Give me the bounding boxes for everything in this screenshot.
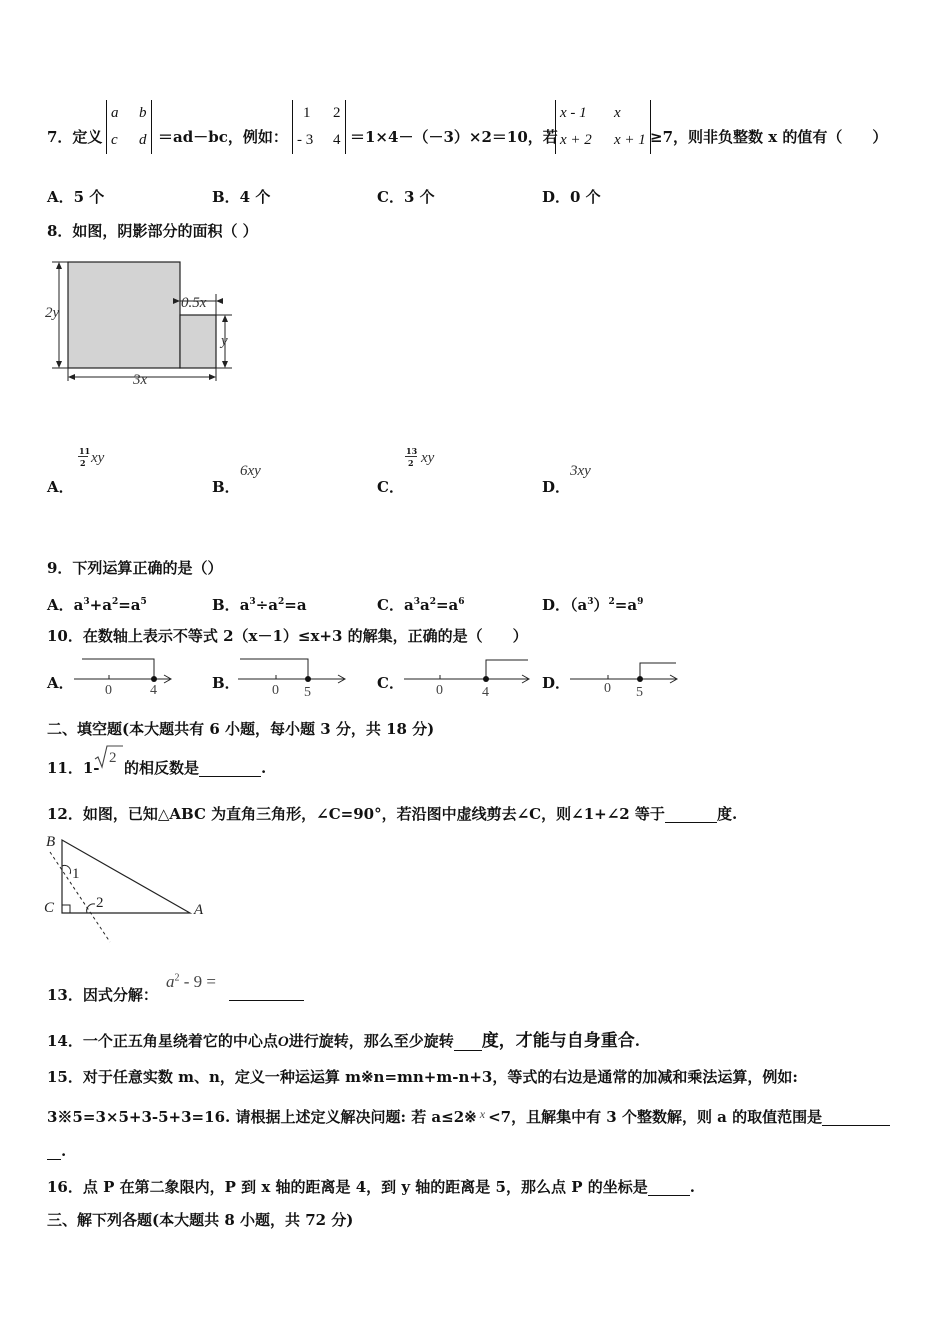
q9-a-base1: a [73, 596, 84, 614]
q9-d-exp1: 3 [587, 597, 594, 607]
q15-answer-blank-cont[interactable] [47, 1143, 61, 1160]
q9-option-c [377, 593, 465, 614]
q9-a-label: A． [47, 596, 74, 614]
q15-line2-x: x [479, 1107, 486, 1121]
q10-option-c-label: C． [377, 674, 404, 692]
q10-c-zero: 0 [436, 683, 443, 698]
det-ex-r1c1: 1 [303, 105, 311, 121]
q8-option-c-label: C． [377, 478, 404, 496]
det-ex-r1c2: 2 [333, 105, 341, 121]
q13-text: 13．因式分解： [47, 986, 158, 1004]
q8-option-b-val: 6xy [240, 463, 261, 479]
q11-end: . [261, 759, 267, 777]
det-ex-r2c1: - 3 [297, 132, 314, 148]
q9-d-exp3: 9 [637, 597, 644, 607]
q9-d-label: D． [542, 596, 571, 614]
q9-a-exp3: 5 [140, 597, 147, 607]
q16-answer-blank[interactable] [648, 1179, 690, 1196]
q7-det-question [555, 100, 651, 154]
q8-label-0-5x: 0.5x [181, 295, 207, 311]
q9-c-base2: a [419, 596, 430, 614]
q9-c-base3: =a [435, 596, 459, 614]
det-q-r1c2: x [614, 105, 621, 121]
q8-option-d-label: D． [542, 478, 571, 496]
q7-det-example [292, 100, 346, 154]
q13-expr-a: a [166, 972, 175, 991]
q12-label-a: A [194, 902, 204, 918]
q8-option-a-den: 2 [80, 458, 86, 468]
q15-line3-end: . [61, 1142, 67, 1160]
q10-axis-d [568, 656, 688, 698]
q12-text-a: 12．如图，已知△ABC 为直角三角形，∠C=90°，若沿图中虚线剪去∠C，则∠1+∠2 等于 [47, 805, 665, 823]
q10-b-dot [305, 676, 311, 682]
q16-end: . [689, 1178, 695, 1196]
q14-end: . [634, 1032, 640, 1050]
q12-label-2: 2 [96, 895, 104, 911]
q7-def-rhs: ＝ad－bc，例如： [158, 128, 288, 146]
det-ex-r2c2: 4 [333, 132, 341, 148]
det-def-r1c1: a [111, 105, 119, 121]
q15-line2-b: <7，且解集中有 3 个整数解，则 a 的取值范围是 [488, 1108, 823, 1126]
q7-option-c: C．3 个 [377, 188, 435, 206]
q10-a-dot [151, 676, 157, 682]
q9-d-base2: =a [614, 596, 638, 614]
q9-b-base2: ÷a [255, 596, 278, 614]
q10-d-zero: 0 [604, 681, 611, 696]
q8-label-2y: 2y [45, 305, 60, 321]
q11-answer-blank[interactable] [199, 760, 261, 777]
q9-option-b [212, 593, 307, 614]
det-q-r2c2: x + 1 [614, 132, 646, 148]
q10-option-b-label: B． [212, 674, 240, 692]
q13-answer-blank[interactable] [229, 984, 304, 1001]
q10-c-mark: 4 [482, 685, 489, 698]
q11-suffix [124, 759, 266, 777]
q10-d-mark: 5 [636, 685, 643, 698]
det-q-r1c1: x - 1 [560, 105, 587, 121]
q11-sqrt-sign [94, 744, 124, 770]
q9-c-exp1: 3 [413, 597, 420, 607]
q14-text [47, 1032, 640, 1051]
q13-expr [166, 972, 216, 992]
q10-b-mark: 5 [304, 685, 311, 698]
q12-answer-blank[interactable] [665, 806, 717, 823]
q12-label-1: 1 [72, 866, 80, 882]
q14-answer-blank[interactable] [454, 1034, 482, 1051]
q9-b-base1: a [239, 596, 250, 614]
q9-d-exp2: 2 [608, 597, 615, 607]
q11-suffix-text: 的相反数是 [124, 759, 200, 777]
q7-tail: ≥7，则非负整数 x 的值有（ ） [650, 128, 888, 146]
q9-text: 9．下列运算正确的是（） [47, 559, 223, 577]
q15-line1: 15．对于任意实数 m、n，定义一种运运算 m※n=mn+m-n+3，等式的右边是通常的加减和乘法运算，例如: [47, 1068, 798, 1086]
q8-option-a-label: A． [47, 478, 74, 496]
q8-option-c-fracbar [405, 456, 417, 457]
section-2-heading: 二、填空题(本大题共有 6 小题，每小题 3 分，共 18 分) [47, 720, 435, 738]
q14-text-a: 14．一个正五角星绕着它的中心点 [47, 1032, 278, 1050]
q7-option-d: D．0 个 [542, 188, 601, 206]
q16-text [47, 1178, 695, 1196]
q8-option-b-label: B． [212, 478, 240, 496]
q15-line2 [47, 1105, 890, 1126]
q10-c-dot [483, 676, 489, 682]
q8-text: 8．如图，阴影部分的面积（ ） [47, 222, 258, 240]
q9-a-base2: +a [89, 596, 112, 614]
q10-b-zero: 0 [272, 683, 279, 698]
q8-small-rect [180, 315, 216, 368]
q9-a-exp1: 3 [83, 597, 90, 607]
q14-text-b: 进行旋转，那么至少旋转 [288, 1032, 454, 1050]
q12-label-c: C [44, 900, 55, 916]
q9-b-exp1: 3 [249, 597, 256, 607]
q10-axis-b [236, 656, 351, 698]
q7-det-def [106, 100, 152, 154]
q12-triangle [62, 840, 190, 913]
q10-d-dot [637, 676, 643, 682]
q8-label-3x: 3x [133, 372, 148, 388]
q15-line3 [47, 1142, 66, 1160]
det-def-r2c2: d [139, 132, 147, 148]
q10-option-d-label: D． [542, 674, 571, 692]
q15-line2-a: 3※5=3×5+3-5+3=16. 请根据上述定义解决问题: 若 a≤2※ [47, 1108, 477, 1126]
q9-option-d [542, 593, 643, 614]
q7-option-b: B．4 个 [212, 188, 271, 206]
q7-example-rhs: ＝1×4－（－3）×2＝10，若 [350, 128, 558, 146]
q7-option-a: A．5 个 [47, 188, 105, 206]
q9-c-exp2: 2 [429, 597, 436, 607]
q9-option-a [47, 593, 147, 614]
q10-a-zero: 0 [105, 683, 112, 698]
q9-b-exp2: 2 [277, 597, 285, 607]
q12-label-b: B [46, 834, 56, 850]
q9-a-exp2: 2 [111, 597, 119, 607]
det-def-r1c2: b [139, 105, 147, 121]
det-q-r2c1: x + 2 [560, 132, 592, 148]
q8-option-d-val: 3xy [570, 463, 591, 479]
q7-number: 7．定义 [47, 128, 103, 146]
q11-radicand: 2 [109, 750, 117, 766]
q10-axis-c [402, 656, 562, 698]
q8-figure [42, 254, 242, 389]
q10-axis-a [72, 656, 182, 698]
q10-text: 10．在数轴上表示不等式 2（x－1）≤x+3 的解集，正确的是（ ） [47, 627, 528, 645]
q9-c-base1: a [403, 596, 414, 614]
q9-d-paren: ） [593, 596, 609, 614]
q13-expr-b: - 9 = [179, 972, 216, 991]
q9-b-base3: =a [284, 596, 307, 614]
q12-figure [40, 830, 215, 945]
q16-text-body: 16．点 P 在第二象限内，P 到 x 轴的距离是 4，到 y 轴的距离是 5，那么点 P 的坐标是 [47, 1178, 648, 1196]
q15-answer-blank[interactable] [822, 1109, 890, 1126]
q8-option-c-var: xy [421, 450, 435, 466]
section-3-heading: 三、解下列各题(本大题共 8 小题，共 72 分) [47, 1211, 354, 1229]
q8-option-c-den: 2 [408, 458, 414, 468]
q11-prefix: 11．1- [47, 759, 100, 777]
q10-option-a-label: A． [47, 674, 74, 692]
q12-text-b: 度. [716, 805, 738, 823]
q9-a-base3: =a [118, 596, 141, 614]
q9-b-label: B． [212, 596, 240, 614]
q10-a-mark: 4 [150, 683, 157, 698]
q12-text [47, 805, 737, 823]
q9-c-exp3: 6 [458, 597, 465, 607]
q13-expr-exp: 2 [174, 972, 180, 984]
q8-option-c-num: 13 [406, 446, 418, 456]
q8-large-rect [68, 262, 180, 368]
q8-option-a-var: xy [91, 450, 105, 466]
q9-c-label: C． [377, 596, 404, 614]
q14-point-o: O [277, 1034, 289, 1050]
q8-option-a-num: 11 [79, 446, 91, 456]
q8-label-y: y [221, 333, 228, 349]
q14-text-c: 度，才能与自身重合 [481, 1031, 635, 1051]
det-def-r2c1: c [111, 132, 118, 148]
q9-d-base1: （a [570, 596, 588, 614]
q8-option-a-fracbar [78, 456, 88, 457]
